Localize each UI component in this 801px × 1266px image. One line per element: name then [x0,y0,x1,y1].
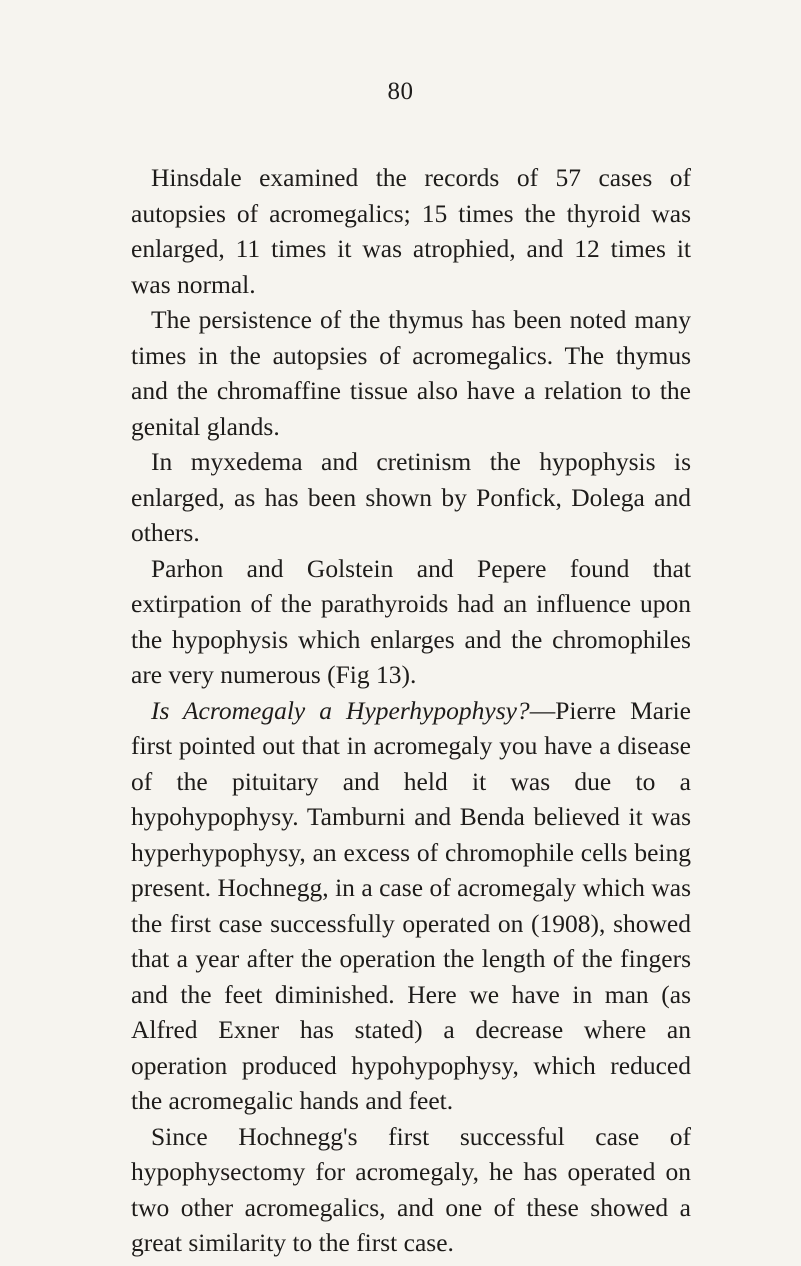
paragraph-text: The persistence of the thymus has been noted many times in the autopsies of acromegalics. The thymus and the chromaffine tissue also have a relation to the genital glands. [131,305,691,441]
paragraph-hochnegg-cases [131,1119,691,1261]
page-number: 80 [387,78,414,105]
paragraph-text: Since Hochnegg's first successful case of hypophysectomy for acromegaly, he has operated on two other acromegalics, and one of these showed a great similarity to the first case. [131,1121,691,1257]
paragraph-thymus [131,302,691,444]
section-heading: Is Acromegaly a Hyperhypophysy? [151,695,530,725]
paragraph-text: Hinsdale examined the records of 57 cases of autopsies of acromegalics; 15 times the thyroid was enlarged, 11 times it was atrophied, and 12 times it was normal. [131,163,691,299]
paragraph-hyperhypophysy [131,693,691,1119]
paragraph-parathyroids [131,551,691,693]
paragraph-text: —Pierre Marie first pointed out that in acromegaly you have a disease of the pituitary and held it was due to a hypohypophysy. Tamburni and Benda believed it was hyperhypophysy, an excess of chromophile cells being present. Hochnegg, in a case of acromegaly which was the first case successfully operated on (1908), showed that a year after the operation the length of the fingers and the feet diminished. Here we have in man (as Alfred Exner has stated) a decrease where an operation produced hypohypophysy, which reduced the acromegalic hands and feet. [131,695,691,1115]
body-text [131,160,691,1261]
paragraph-myxedema [131,444,691,551]
paragraph-text: Parhon and Golstein and Pepere found that extirpation of the parathyroids had an influence upon the hypophysis which enlarges and the chromophiles are very numerous (Fig 13). [131,553,691,689]
paragraph-text: In myxedema and cretinism the hypophysis is enlarged, as has been shown by Ponfick, Dolega and others. [131,447,691,547]
paragraph-thyroid-autopsies [131,160,691,302]
